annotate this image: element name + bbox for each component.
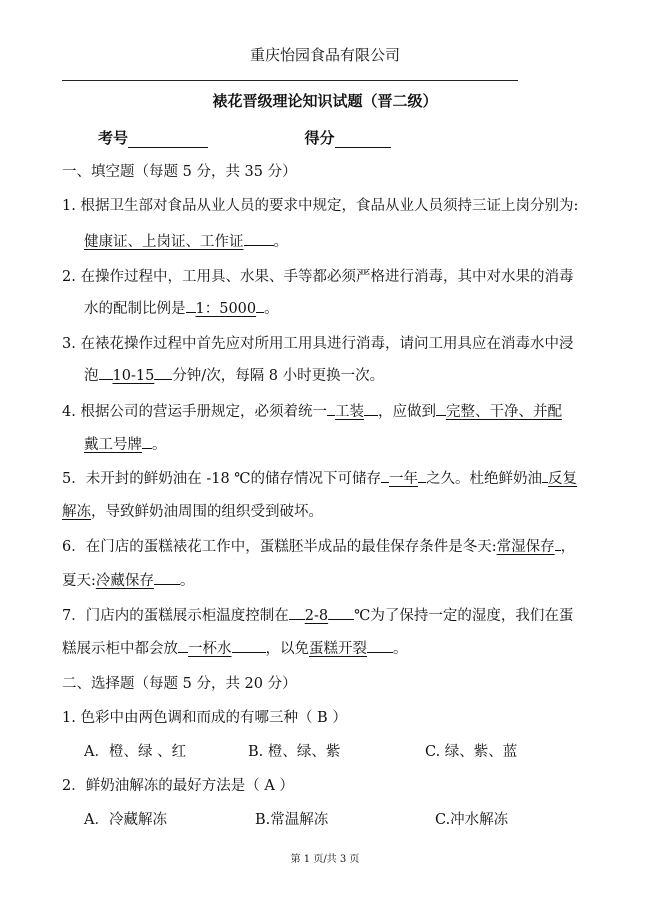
page-number: 第 1 页/共 3 页	[290, 854, 360, 865]
mc1-option-c: C. 绿、紫、蓝	[425, 744, 518, 760]
q7-mid2: ，以免	[265, 641, 309, 657]
q4-blank1-lead	[327, 414, 335, 416]
q7-answer2: 一杯水	[188, 641, 232, 657]
exam-no-label: 考号	[98, 129, 129, 147]
q7-line1	[62, 604, 573, 625]
mc1-option-a: A．橙、绿 、红	[84, 744, 187, 760]
mc2-option-b: B.常温解冻	[255, 812, 329, 828]
q4-answer2b: 戴工号牌	[84, 437, 142, 453]
q5-answer2b: 解冻	[62, 504, 91, 520]
q6-line2	[62, 569, 194, 590]
q7-blank2-lead	[178, 651, 188, 653]
q2-pre: 水的配制比例是	[84, 301, 186, 317]
q4-blank2-lead	[436, 414, 446, 416]
q2-blank-lead	[186, 311, 196, 313]
q7-end: 。	[393, 641, 408, 657]
q5-mid: 之久。杜绝鲜奶油	[426, 471, 543, 487]
q5-answer2: 反复	[548, 471, 578, 487]
q3-post: 分钟/次，每隔 8 小时更换一次。	[172, 368, 385, 384]
q1-answer: 健康证、上岗证、工作证	[84, 234, 244, 250]
q1-line1: 1. 根据卫生部对食品从业人员的要求中规定，食品从业人员须持三证上岗分别为:	[62, 198, 579, 214]
q4-blank1-tail	[364, 414, 378, 416]
q7-blank2-tail	[232, 651, 266, 653]
q4-blank2-tail	[142, 447, 152, 449]
q2-blank-tail	[256, 311, 264, 313]
q6-answer2: 冷藏保存	[95, 573, 154, 589]
exam-title: 裱花晋级理论知识试题（晋二级）	[212, 92, 438, 110]
mc2-option-c: C.冲水解冻	[435, 812, 509, 828]
q3-answer: 10-15	[112, 368, 155, 384]
q1-answer-blank-tail	[244, 244, 274, 246]
q4-mid: ，应做到	[377, 404, 436, 420]
q2-line1-text: 2. 在操作过程中，工用具、水果、手等都必须严格进行消毒，其中对水果的消毒	[62, 269, 574, 285]
q3-pre: 泡	[84, 368, 99, 384]
company-name: 重庆怡园食品有限公司	[249, 46, 400, 64]
q2-line2	[84, 297, 279, 318]
q3-line2	[84, 364, 384, 385]
q5-pre: 5．未开封的鲜奶油在 -18 ℃的储存情况下可储存	[62, 471, 382, 487]
q3-blank-lead	[99, 378, 113, 380]
exam-id-line	[98, 127, 391, 148]
q4-pre: 4. 根据公司的营运手册规定，必须着统一	[62, 404, 327, 420]
q1-line2	[84, 230, 288, 251]
mc1-stem: 1. 色彩中由两色调和而成的有哪三种（ B ）	[62, 710, 347, 726]
q7-blank3-tail	[367, 651, 393, 653]
q6-answer1: 常湿保存	[496, 539, 555, 555]
q7-blank1-tail	[328, 618, 354, 620]
q3-blank-tail	[154, 378, 172, 380]
q2-end: 。	[264, 301, 279, 317]
exam-no-blank[interactable]	[128, 131, 208, 148]
q6-pre: 6．在门店的蛋糕裱花工作中，蛋糕胚半成品的最佳保存条件是冬天:	[62, 539, 497, 555]
q1-end: 。	[273, 234, 288, 250]
mc2-option-a: A．冷藏解冻	[84, 812, 167, 828]
q7-pre: 7．门店内的蛋糕展示柜温度控制在	[62, 608, 289, 624]
score-blank[interactable]	[335, 131, 391, 148]
q6-line1	[62, 535, 575, 556]
q4-line1	[62, 400, 562, 421]
q5-line2	[62, 500, 323, 521]
mc1-option-b: B. 橙、绿、紫	[248, 744, 341, 760]
q5-blank1-tail	[418, 481, 426, 483]
q7-mid: ℃为了保持一定的湿度，我们在蛋	[354, 608, 574, 624]
q7-blank1-lead	[289, 618, 305, 620]
q4-answer1: 工装	[334, 404, 364, 420]
q7-answer3: 蛋糕开裂	[309, 641, 367, 657]
q7-answer1: 2-8	[304, 608, 329, 624]
q2-answer: 1：5000	[195, 301, 257, 317]
q4-line2	[84, 433, 167, 454]
q7-pre2: 糕展示柜中都会放	[62, 641, 178, 657]
q5-line1	[62, 467, 577, 488]
header-divider	[62, 80, 518, 81]
q6-blank2-tail	[154, 583, 180, 585]
mc2-stem: 2．鲜奶油解冻的最好方法是（ A ）	[62, 778, 294, 794]
q6-pre2: 夏天:	[62, 573, 96, 589]
q3-line1: 3. 在裱花操作过程中首先应对所用工用具进行消毒，请问工用具应在消毒水中浸	[62, 336, 574, 352]
q4-answer2: 完整、干净、并配	[445, 404, 562, 420]
q6-comma: ，	[560, 539, 576, 555]
section2-heading: 二、选择题（每题 5 分，共 20 分）	[62, 676, 297, 692]
q4-end: 。	[152, 437, 167, 453]
q6-end: 。	[179, 573, 195, 589]
score-label: 得分	[304, 129, 335, 147]
section1-heading: 一、填空题（每题 5 分，共 35 分）	[62, 164, 297, 180]
q5-post: ，导致鲜奶油周围的组织受到破坏。	[91, 504, 323, 520]
q7-line2	[62, 637, 408, 658]
q5-answer1: 一年	[389, 471, 419, 487]
q5-blank1-lead	[381, 481, 389, 483]
